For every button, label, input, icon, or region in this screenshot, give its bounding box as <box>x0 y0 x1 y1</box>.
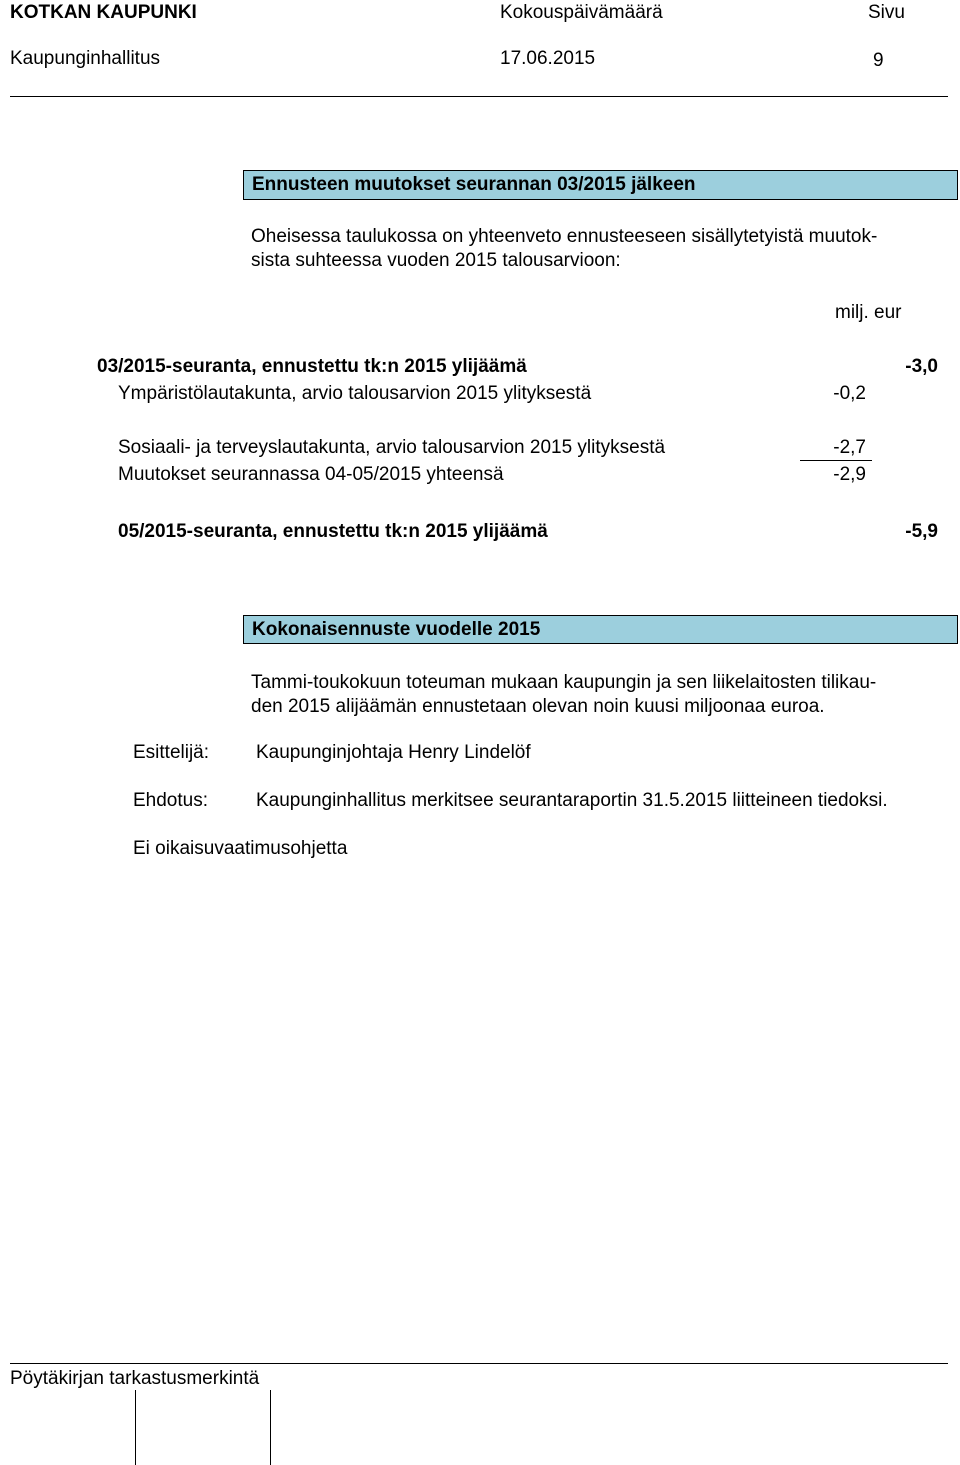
subtotal-value: -2,9 <box>833 464 866 485</box>
table-row-label: Ympäristölautakunta, arvio talousarvion 2015 ylityksestä <box>118 383 592 404</box>
meeting-date: 17.06.2015 <box>500 48 596 69</box>
table-row-value: -0,2 <box>833 383 866 404</box>
proposal-label: Ehdotus: <box>133 790 208 811</box>
intro-line-2: sista suhteessa vuoden 2015 talousarvioon: <box>251 250 621 271</box>
intro-line-1: Oheisessa taulukossa on yhteenveto ennusteeseen sisällytetyistä muutok- <box>251 226 878 247</box>
footer-divider-1 <box>135 1390 136 1465</box>
meeting-date-label: Kokouspäivämäärä <box>500 2 663 23</box>
forecast-title: Kokonaisennuste vuodelle 2015 <box>252 618 541 640</box>
start-forecast-label: 03/2015-seuranta, ennustettu tk:n 2015 ylijäämä <box>97 356 527 377</box>
presenter-label: Esittelijä: <box>133 742 210 763</box>
table-row-value: -2,7 <box>833 437 866 458</box>
forecast-heading-band <box>243 615 958 644</box>
table-row-label: Sosiaali- ja terveyslautakunta, arvio talousarvion 2015 ylityksestä <box>118 437 666 458</box>
proposal-text: Kaupunginhallitus merkitsee seurantaraportin 31.5.2015 liitteineen tiedoksi. <box>256 790 888 811</box>
sum-underline <box>800 460 872 461</box>
section-title: Ennusteen muutokset seurannan 03/2015 jälkeen <box>252 174 696 195</box>
appeal-instructions-note: Ei oikaisuvaatimusohjetta <box>133 838 348 859</box>
start-forecast-value: -3,0 <box>905 356 938 377</box>
header-rule <box>10 96 948 97</box>
organization-name: KOTKAN KAUPUNKI <box>10 2 197 23</box>
forecast-text-line-2: den 2015 alijäämän ennustetaan olevan noin kuusi miljoonaa euroa. <box>251 696 825 717</box>
page-label: Sivu <box>868 2 905 23</box>
subtotal-label: Muutokset seurannassa 04-05/2015 yhteensä <box>118 464 504 485</box>
end-forecast-value: -5,9 <box>905 521 938 542</box>
end-forecast-label: 05/2015-seuranta, ennustettu tk:n 2015 ylijäämä <box>118 521 548 542</box>
footer-label: Pöytäkirjan tarkastusmerkintä <box>10 1368 260 1389</box>
unit-label: milj. eur <box>835 302 902 323</box>
footer-divider-2 <box>270 1390 271 1465</box>
footer-rule <box>10 1363 948 1364</box>
body-name: Kaupunginhallitus <box>10 48 161 69</box>
page-number: 9 <box>873 50 884 71</box>
forecast-text-line-1: Tammi-toukokuun toteuman mukaan kaupungin ja sen liikelaitosten tilikau- <box>251 672 877 693</box>
section-heading-band <box>243 170 958 200</box>
presenter-name: Kaupunginjohtaja Henry Lindelöf <box>256 742 531 763</box>
